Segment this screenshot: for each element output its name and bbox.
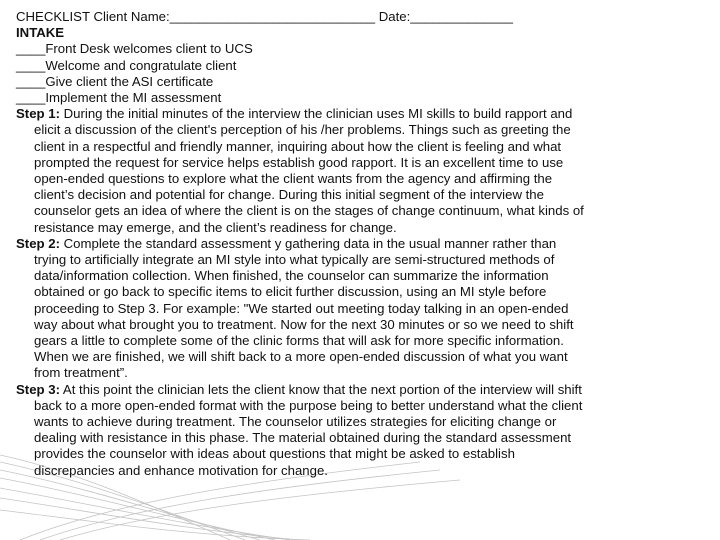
- intake-title: INTAKE: [16, 25, 65, 41]
- intake-item-blank: ____: [16, 90, 46, 106]
- date-blank: ______________: [410, 9, 513, 24]
- checklist-document: [16, 9, 716, 479]
- date-label: Date:: [378, 9, 411, 24]
- step-1-line: counselor gets an idea of where the client is on the stages of change continuum, what kinds of: [34, 203, 584, 219]
- step-2-line: proceeding to Step 3. For example: "We started out meeting today talking in an open-ended: [34, 300, 569, 316]
- step-1-line: elicit a discussion of the client's perception of his /her problems. Things such as greeting the: [34, 122, 571, 138]
- intake-item: [16, 74, 716, 90]
- client-name-blank: ____________________________: [169, 9, 376, 24]
- step-2-line: way about what brought you to treatment. Now for the next 30 minutes or so we need to shift: [34, 316, 574, 332]
- step-2-line: gears a little to complete some of the clinic forms that will ask for more specific information.: [34, 333, 564, 349]
- step-2-label: Step 2:: [16, 235, 60, 251]
- step-3-line: wants to achieve during treatment. The counselor utilizes strategies for eliciting change or: [34, 414, 557, 430]
- step-1-line: resistance may emerge, and the client’s readiness for change.: [34, 219, 397, 235]
- intake-item-text: Front Desk welcomes client to UCS: [45, 41, 253, 57]
- intake-item-blank: ____: [16, 73, 46, 89]
- step-1-label: Step 1:: [16, 106, 60, 122]
- step-2-line: data/information collection. When finished, the counselor can summarize the information: [34, 268, 549, 284]
- intake-item: [16, 41, 716, 57]
- step-1: [16, 106, 716, 236]
- step-2-first-line: Complete the standard assessment y gathering data in the usual manner rather than: [63, 235, 557, 251]
- header-line: [16, 9, 716, 25]
- step-3-label: Step 3:: [16, 381, 60, 397]
- intake-item-text: Welcome and congratulate client: [45, 57, 237, 73]
- step-1-first-line: During the initial minutes of the interview the clinician uses MI skills to build rapport and: [63, 106, 573, 122]
- step-2-line: When we are finished, we will shift back to a more open-ended discussion of what you want: [34, 349, 568, 365]
- step-3-line: back to a more open-ended format with the purpose being to better understand what the client: [34, 397, 583, 413]
- intake-item-blank: ____: [16, 41, 46, 57]
- step-2-line: obtained or go back to specific items to elicit further discussion, using an MI style before: [34, 284, 547, 300]
- intake-item: [16, 90, 716, 106]
- checklist-label: CHECKLIST: [16, 9, 90, 24]
- step-1-line: open-ended questions to explore what the client wants from the agency and affirming the: [34, 171, 553, 187]
- step-2: [16, 236, 716, 382]
- step-3: [16, 382, 716, 479]
- step-3-first-line: At this point the clinician lets the client know that the next portion of the interview will shift: [62, 381, 582, 397]
- step-1-line: prompted the request for service helps establish good rapport. It is an excellent time to use: [34, 154, 564, 170]
- step-1-line: client’s decision and potential for change. During this initial segment of the interview the: [34, 187, 544, 203]
- intake-item-text: Implement the MI assessment: [45, 90, 222, 106]
- step-3-line: dealing with resistance in this phase. The material obtained during the standard assessment: [34, 430, 572, 446]
- step-3-line: discrepancies and enhance motivation for change.: [34, 462, 328, 478]
- intake-item-blank: ____: [16, 57, 46, 73]
- step-3-line: provides the counselor with ideas about questions that might be asked to establish: [34, 446, 515, 462]
- step-2-line: trying to artificially integrate an MI style into what typically are semi-structured methods of: [34, 252, 555, 268]
- intake-item: [16, 58, 716, 74]
- step-1-line: client in a respectful and friendly manner, inquiring about how the client is feeling and what: [34, 138, 562, 154]
- intake-item-text: Give client the ASI certificate: [45, 73, 214, 89]
- step-2-line: from treatment”.: [34, 365, 128, 381]
- client-name-label: Client Name:: [93, 9, 170, 24]
